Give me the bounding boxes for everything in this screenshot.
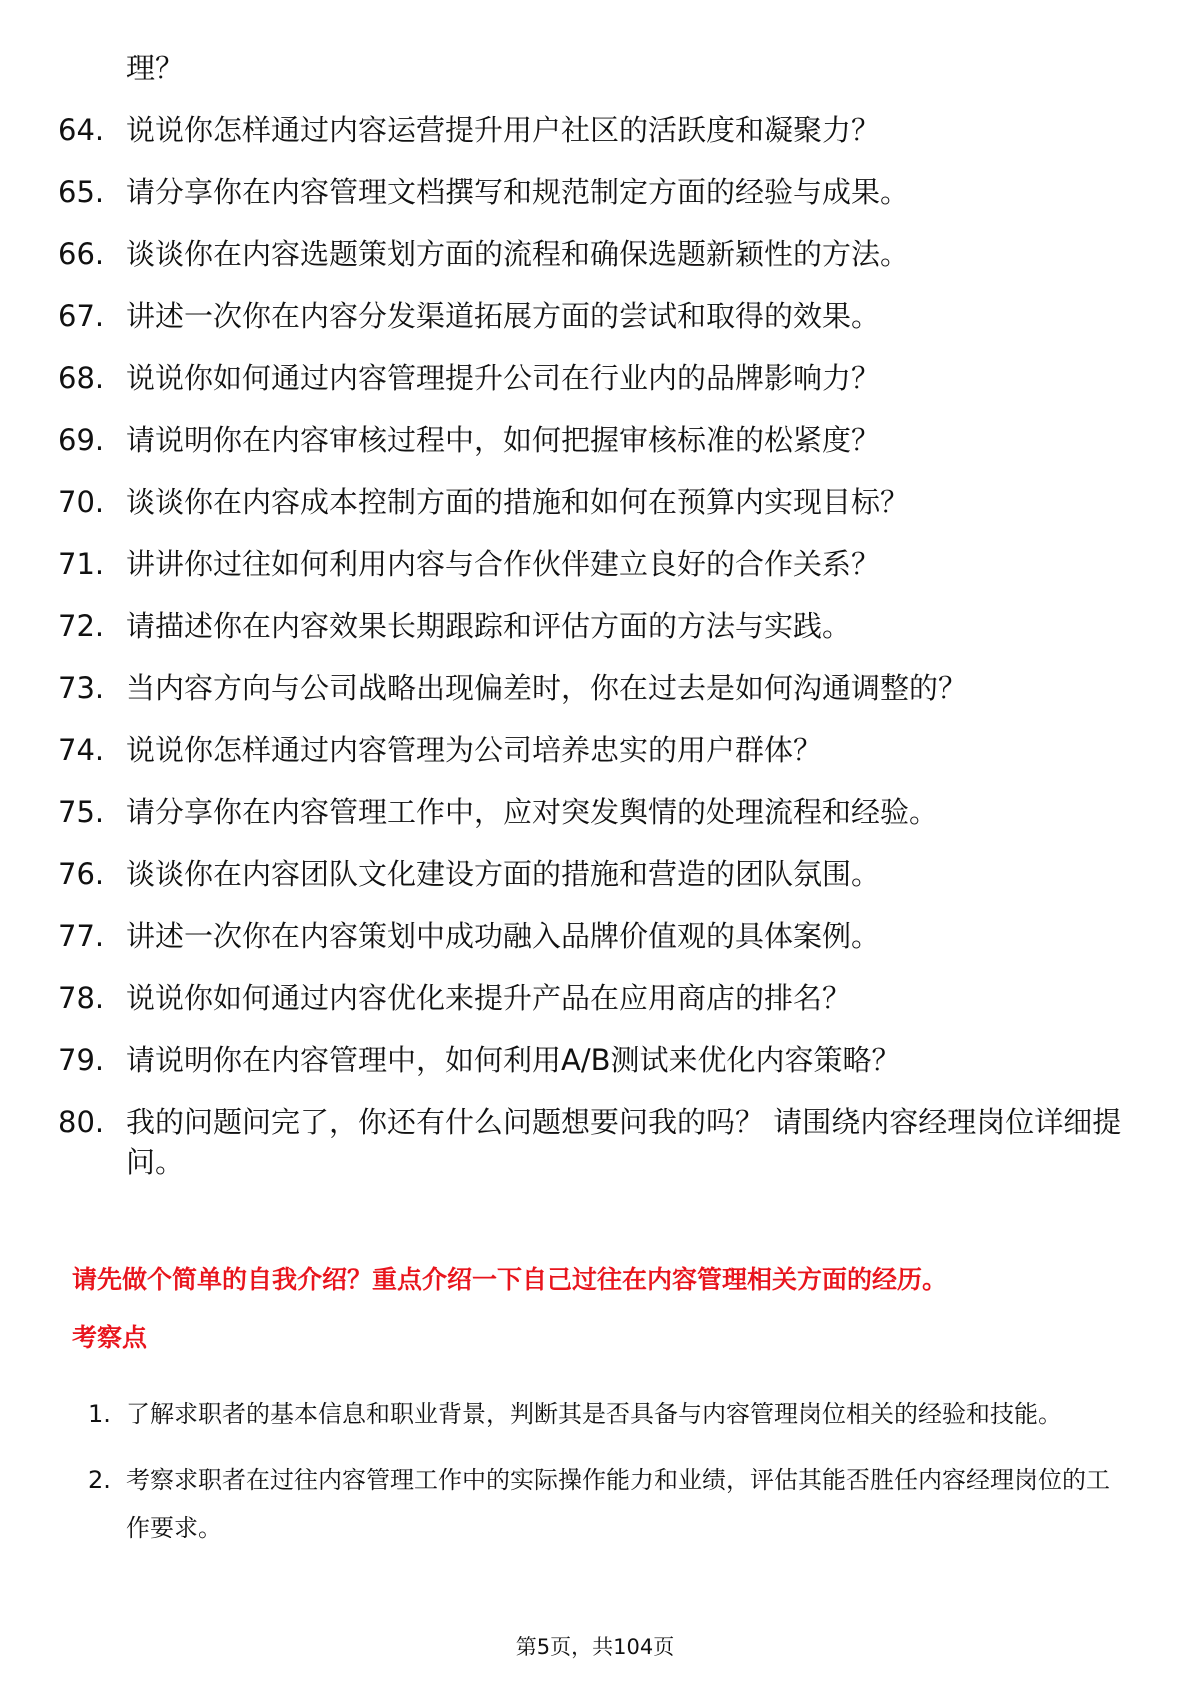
question-item <box>58 668 1138 708</box>
point-text: 考察求职者在过往内容管理工作中的实际操作能力和业绩，评估其能否胜任内容经理岗位的工作要求。 <box>126 1466 1110 1542</box>
question-number: 74. <box>58 733 105 767</box>
question-text: 谈谈你在内容选题策划方面的流程和确保选题新颖性的方法。 <box>126 237 910 271</box>
question-item <box>58 916 1138 956</box>
question-text: 讲述一次你在内容分发渠道拓展方面的尝试和取得的效果。 <box>126 299 881 333</box>
question-text: 说说你怎样通过内容运营提升用户社区的活跃度和凝聚力？ <box>126 113 881 147</box>
question-item <box>58 234 1138 274</box>
page-footer: 第5页，共104页 <box>515 1635 675 1659</box>
question-text: 谈谈你在内容成本控制方面的措施和如何在预算内实现目标？ <box>126 485 910 519</box>
question-number: 80. <box>58 1105 105 1139</box>
point-text: 了解求职者的基本信息和职业背景，判断其是否具备与内容管理岗位相关的经验和技能。 <box>126 1400 1062 1428</box>
question-number: 67. <box>58 299 105 333</box>
question-number: 77. <box>58 919 105 953</box>
point-number: 1. <box>88 1400 111 1428</box>
question-number: 76. <box>58 857 105 891</box>
continuation-text: 理？ <box>126 51 185 85</box>
question-text: 请分享你在内容管理工作中，应对突发舆情的处理流程和经验。 <box>126 795 939 829</box>
question-number: 75. <box>58 795 105 829</box>
question-text: 我的问题问完了，你还有什么问题想要问我的吗？ 请围绕内容经理岗位详细提问。 <box>126 1105 1122 1179</box>
section-heading: 考察点 <box>72 1323 148 1352</box>
question-text: 请描述你在内容效果长期跟踪和评估方面的方法与实践。 <box>126 609 852 643</box>
question-item <box>58 978 1138 1018</box>
question-number: 73. <box>58 671 105 705</box>
assessment-point <box>88 1390 1128 1438</box>
question-text: 请说明你在内容审核过程中，如何把握审核标准的松紧度？ <box>126 423 881 457</box>
question-item <box>58 110 1138 150</box>
question-number: 72. <box>58 609 105 643</box>
question-text: 请说明你在内容管理中，如何利用A/B测试来优化内容策略？ <box>126 1043 901 1077</box>
question-item <box>58 606 1138 646</box>
question-item <box>58 172 1138 212</box>
question-number: 68. <box>58 361 105 395</box>
question-item <box>58 296 1138 336</box>
question-item <box>58 420 1138 460</box>
question-text: 请分享你在内容管理文档撰写和规范制定方面的经验与成果。 <box>126 175 910 209</box>
question-item <box>58 792 1138 832</box>
question-item <box>58 358 1138 398</box>
question-text: 讲讲你过往如何利用内容与合作伙伴建立良好的合作关系？ <box>126 547 881 581</box>
question-list <box>58 110 1138 1204</box>
question-item <box>58 854 1138 894</box>
question-number: 79. <box>58 1043 105 1077</box>
question-number: 69. <box>58 423 105 457</box>
question-item <box>58 482 1138 522</box>
question-text: 谈谈你在内容团队文化建设方面的措施和营造的团队氛围。 <box>126 857 881 891</box>
question-item <box>58 730 1138 770</box>
question-text: 说说你如何通过内容优化来提升产品在应用商店的排名？ <box>126 981 852 1015</box>
question-number: 64. <box>58 113 105 147</box>
question-text: 当内容方向与公司战略出现偏差时，你在过去是如何沟通调整的？ <box>126 671 968 705</box>
question-text: 说说你如何通过内容管理提升公司在行业内的品牌影响力？ <box>126 361 881 395</box>
assessment-points-list <box>88 1390 1128 1570</box>
question-text: 说说你怎样通过内容管理为公司培养忠实的用户群体？ <box>126 733 823 767</box>
question-item <box>58 1102 1138 1182</box>
question-item <box>58 1040 1138 1080</box>
featured-question: 请先做个简单的自我介绍？重点介绍一下自己过往在内容管理相关方面的经历。 <box>72 1265 948 1294</box>
question-text: 讲述一次你在内容策划中成功融入品牌价值观的具体案例。 <box>126 919 881 953</box>
question-number: 66. <box>58 237 105 271</box>
question-number: 65. <box>58 175 105 209</box>
question-number: 71. <box>58 547 105 581</box>
assessment-point <box>88 1456 1128 1552</box>
question-item <box>58 544 1138 584</box>
question-number: 78. <box>58 981 105 1015</box>
point-number: 2. <box>88 1466 111 1494</box>
question-number: 70. <box>58 485 105 519</box>
